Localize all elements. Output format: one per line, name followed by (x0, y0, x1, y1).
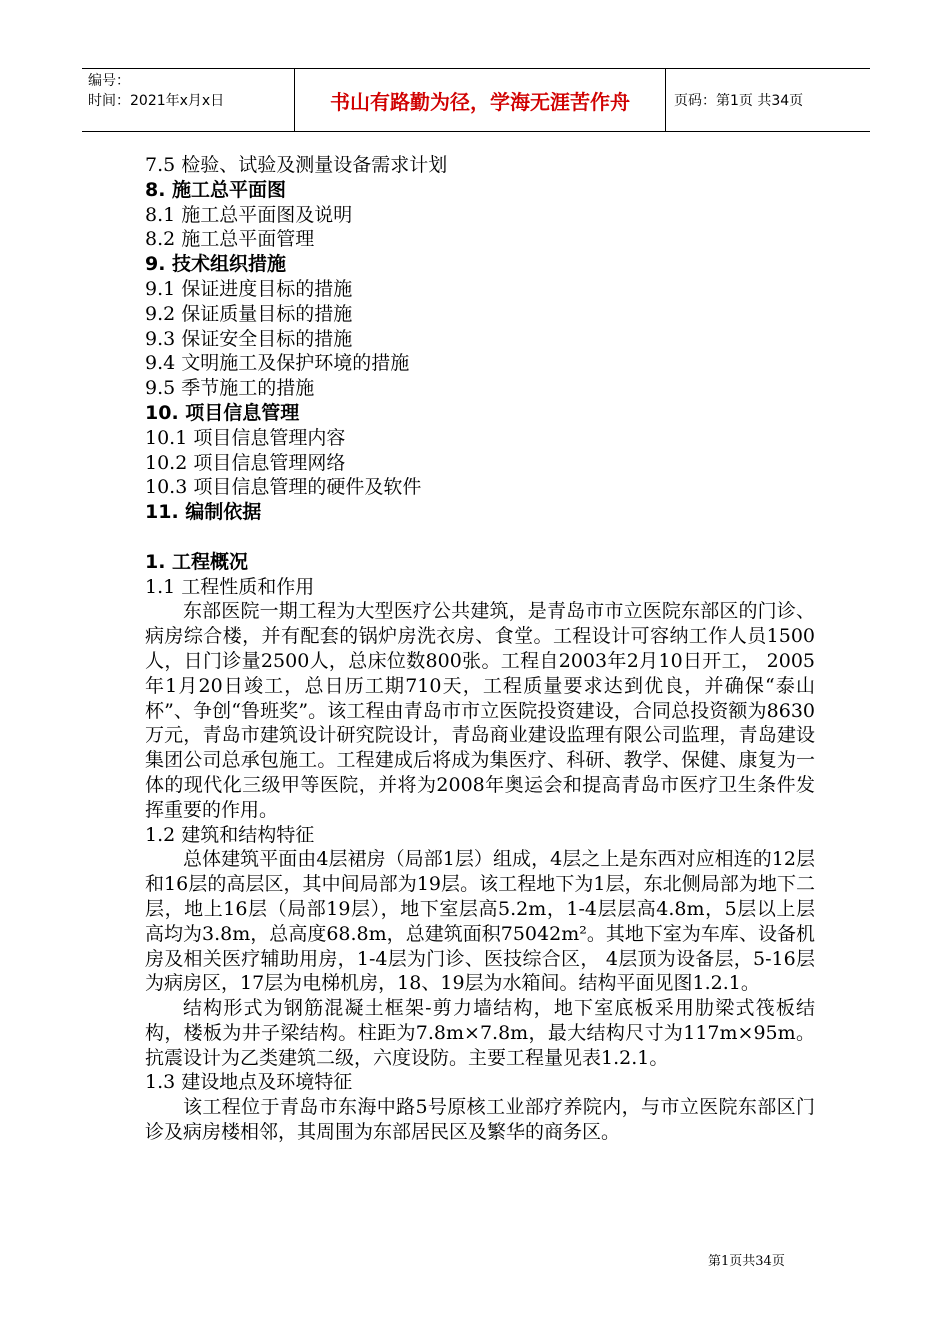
toc-item: 9.2 保证质量目标的措施 (145, 302, 353, 325)
section-1-3-title: 1.3 建设地点及环境特征 (145, 1071, 353, 1094)
toc-item: 9.1 保证进度目标的措施 (145, 277, 353, 300)
section-1-2-paragraph-1: 总体建筑平面由4层裙房（局部1层）组成，4层之上是东西对应相连的12层和16层的高层区，其中间局部为19层。该工程地下为1层，东北侧局部为地下二层，地上16层（局部19层），地下室层高5.2m，1-4层层高4.8m，5层以上层高均为3.8m，总高度68.8m，总建筑面积75042m²。其地下室为车库、设备机房及相关医疗辅助用房，1-4层为门诊、医技综合区， 4层顶为设备层，5-16层为病房区，17层为电梯机房，18、19层为水箱间。结构平面见图1.2.1。 (145, 848, 815, 995)
toc-item: 9.4 文明施工及保护环境的措施 (145, 352, 410, 375)
section-1-1-paragraph: 东部医院一期工程为大型医疗公共建筑，是青岛市市立医院东部区的门诊、病房综合楼，并有配套的锅炉房洗衣房、食堂。工程设计可容纳工作人员1500人，日门诊量2500人，总床位数800张。工程自2003年2月10日开工， 2005年1月20日竣工，总日历工期710天，工程质量要求达到优良，并确保“泰山杯”、争创“鲁班奖”。该工程由青岛市市立医院投资建设，合同总投资额为8630万元，青岛市建筑设计研究院设计，青岛商业建设监理有限公司监理，青岛建设集团公司总承包施工。工程建成后将成为集医疗、科研、教学、保健、康复为一体的现代化三级甲等医院，并将为2008年奥运会和提高青岛市医疗卫生条件发挥重要的作用。 (145, 600, 815, 821)
toc-item: 11. 编制依据 (145, 501, 262, 524)
toc-item: 8.2 施工总平面管理 (145, 228, 315, 251)
spacer (145, 525, 815, 550)
toc-item: 10.1 项目信息管理内容 (145, 426, 346, 449)
document-date-label: 时间：2021年x月x日 (88, 93, 225, 109)
header-info-cell (82, 69, 294, 131)
toc-item: 10. 项目信息管理 (145, 401, 300, 424)
toc-item: 9.5 季节施工的措施 (145, 377, 315, 400)
header-motto: 书山有路勤为径，学海无涯苦作舟 (294, 69, 666, 131)
toc-item: 9.3 保证安全目标的措施 (145, 327, 353, 350)
toc-item: 10.3 项目信息管理的硬件及软件 (145, 476, 422, 499)
table-of-contents (145, 153, 815, 525)
section-1-2-title: 1.2 建筑和结构特征 (145, 823, 315, 846)
toc-item: 10.2 项目信息管理网络 (145, 451, 346, 474)
toc-item: 8.1 施工总平面图及说明 (145, 203, 353, 226)
document-body (145, 153, 815, 1145)
section-1-title: 1. 工程概况 (145, 550, 249, 573)
header-page-number: 页码：第1页 共34页 (674, 93, 804, 109)
header-table (82, 68, 870, 132)
section-1-2-paragraph-2: 结构形式为钢筋混凝土框架-剪力墙结构，地下室底板采用肋梁式筏板结构，楼板为井子梁结构。柱距为7.8m×7.8m，最大结构尺寸为117m×95m。抗震设计为乙类建筑二级，六度设防。主要工程量见表1.2.1。 (145, 997, 815, 1069)
toc-item: 8. 施工总平面图 (145, 178, 287, 201)
section-1-1-title: 1.1 工程性质和作用 (145, 575, 315, 598)
page-footer: 第1页共34页 (708, 1254, 785, 1269)
toc-item: 9. 技术组织措施 (145, 253, 287, 276)
section-1-3-paragraph: 该工程位于青岛市东海中路5号原核工业部疗养院内，与市立医院东部区门诊及病房楼相邻，其周围为东部居民区及繁华的商务区。 (145, 1096, 815, 1144)
toc-item: 7.5 检验、试验及测量设备需求计划 (145, 154, 448, 176)
document-number-label: 编号： (88, 73, 130, 89)
